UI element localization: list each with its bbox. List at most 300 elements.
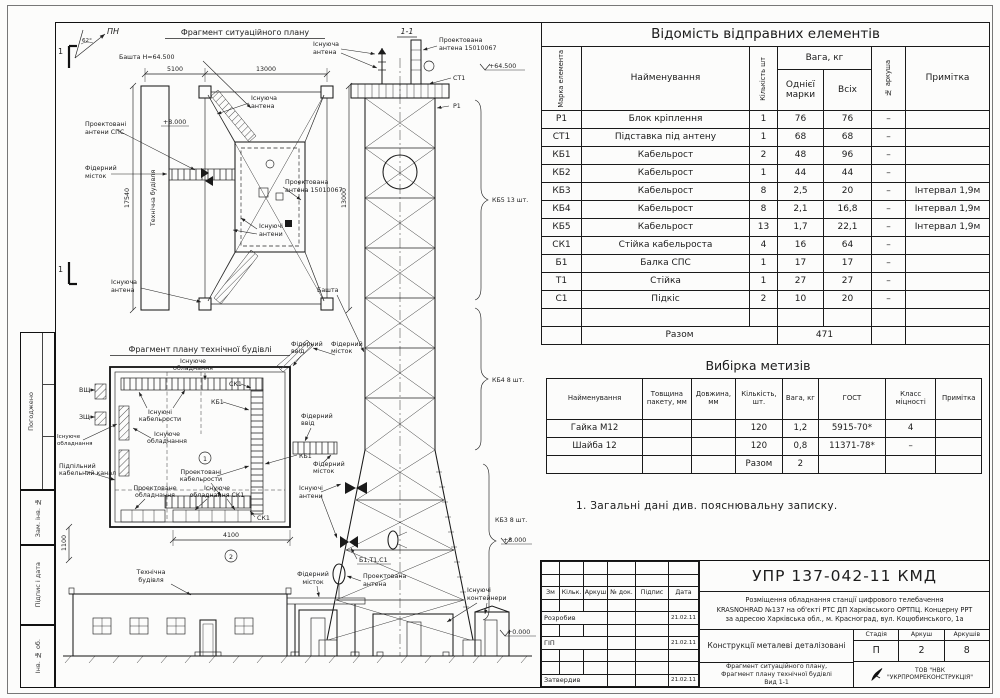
label-proj-antenna-2: Проектована: [363, 573, 407, 580]
cell-one: 44: [778, 165, 824, 183]
cell-name: Кабельрост: [582, 183, 750, 201]
grid-row: [542, 662, 699, 675]
cell-empty: [547, 456, 643, 474]
table-total-row: [542, 327, 990, 345]
label-proj-antennas-sps: антени СПС: [85, 129, 125, 136]
stamp-label: Підпис і дата: [33, 562, 42, 608]
label-existing-antenna: антена: [251, 103, 275, 110]
label-tech-building-elev: будівля: [138, 577, 164, 584]
label-proj-equipment: Проектоване: [133, 485, 177, 492]
label-fider-bridge-l: Фідерний: [313, 461, 345, 468]
grid-row: [542, 562, 699, 575]
label-fider-bridge-elev: місток: [302, 579, 324, 586]
stamp-label: Зам. інв. №: [33, 497, 42, 538]
label-proj-antenna-2: антена: [363, 581, 387, 588]
cell-note: Інтервал 1,9м: [906, 201, 990, 219]
side-stamp-inv-no: [20, 625, 55, 688]
label-elev-0000: +0.000: [507, 629, 531, 636]
cell-one: 68: [778, 129, 824, 147]
table-row: [542, 111, 990, 129]
label-containers: Існуючі: [467, 587, 491, 594]
metiz-table-title: Вибірка метизів: [705, 358, 811, 373]
cell-qty: 1: [750, 129, 778, 147]
cell-mark: СК1: [542, 237, 582, 255]
side-stamp-approved: [20, 332, 55, 490]
cell-qty: 8: [750, 201, 778, 219]
cell-all: 64: [824, 237, 872, 255]
cell-all: 16,8: [824, 201, 872, 219]
label-exist-cableracks: Існуючі: [148, 409, 172, 416]
cell-one: 2,5: [778, 183, 824, 201]
grid-row-role: [542, 612, 699, 625]
sheet-title-line: Фрагмент плану технічної будівлі: [721, 670, 832, 678]
cell-qty: 1: [750, 111, 778, 129]
dim-1100: [61, 524, 72, 563]
cell-sheet: –: [872, 183, 906, 201]
label-proj-antenna: антена 15010067: [285, 187, 343, 194]
cell-mark: КБ4: [542, 201, 582, 219]
cell-empty: [819, 456, 886, 474]
label-proj-antenna-top: антена 15010067: [439, 45, 497, 52]
table-row: [542, 165, 990, 183]
grid-row: [542, 649, 699, 662]
cell-name: Стійка: [582, 273, 750, 291]
sheet-header: Аркуш: [899, 630, 944, 641]
table-total-row: [547, 456, 982, 474]
label-sk1-b: СК1: [257, 515, 270, 522]
cell-len: [691, 420, 736, 438]
sheets-header: Аркушів: [945, 630, 989, 641]
cell-qty: 1: [750, 165, 778, 183]
cell-name: Кабельрост: [582, 201, 750, 219]
cell-empty: [542, 327, 582, 345]
cell-sheet: –: [872, 291, 906, 309]
tower-footprint: [199, 86, 333, 310]
angle-label: 62°: [82, 38, 92, 44]
col-header-name2: Найменування: [547, 379, 643, 420]
table-row: [542, 201, 990, 219]
north-arrow: [75, 27, 119, 58]
cell-one: 48: [778, 147, 824, 165]
table-row: [547, 420, 982, 438]
col-doc: № док.: [608, 587, 636, 600]
cell-note: Інтервал 1,9м: [906, 183, 990, 201]
brace-kb5: [475, 100, 528, 300]
table-row: [542, 237, 990, 255]
cell-sheet: –: [872, 237, 906, 255]
cell-weight: 1,2: [782, 420, 818, 438]
label-underfloor-channel: кабельний канал: [59, 470, 117, 477]
dim-top: [142, 66, 330, 82]
grid-row-role: [542, 674, 699, 687]
grid-row-headers: [542, 587, 699, 600]
col-kilk: Кільк.: [560, 587, 584, 600]
cell-sheet: –: [872, 201, 906, 219]
stamp-divider: [42, 384, 54, 385]
cell-name: Блок кріплення: [582, 111, 750, 129]
cell-note: [906, 237, 990, 255]
cell-all: 68: [824, 129, 872, 147]
label-exist-equipment-sk1: обладнання СК1: [189, 492, 245, 499]
total-value: 471: [778, 327, 872, 345]
metiz-table: [546, 378, 982, 474]
role-developer: Розробив: [542, 612, 608, 625]
description-line: KRASNOHRAD №137 на об'єкті РТС ДП Харківського ОРТПЦ. Концерну РРТ: [716, 605, 973, 614]
cell-qty: 1: [750, 255, 778, 273]
date-gip: 21.02.11: [669, 637, 699, 650]
col-header-weight2: Вага, кг: [782, 379, 818, 420]
label-fider-bridge: Фідерний: [85, 165, 117, 172]
cell-one: 1,7: [778, 219, 824, 237]
cell-empty: [872, 327, 906, 345]
cell-note: [906, 129, 990, 147]
table-row: [542, 273, 990, 291]
drawing-area: [55, 22, 540, 688]
cell-mark: КБ1: [542, 147, 582, 165]
col-header-name: Найменування: [582, 47, 750, 111]
dim-13000-right: 13000: [341, 187, 348, 209]
label-elev-64500: +64.500: [489, 63, 517, 70]
col-header-weight: Вага, кг: [778, 47, 872, 70]
side-stamp-zam-inv: [20, 490, 55, 545]
label-existing-antenna-top: Існуюча: [313, 41, 340, 48]
fider-bridge-elev: [287, 598, 365, 604]
cell-note: [936, 438, 982, 456]
cell-mark: Т1: [542, 273, 582, 291]
sitplan-title: Фрагмент ситуаційного плану: [180, 28, 310, 37]
description-line: за адресою Харківська обл., м. Красноград, вул. Коцюбинського, 1а: [725, 615, 964, 624]
role-gip: ГІП: [542, 637, 608, 650]
col-arkush: Аркуш: [584, 587, 608, 600]
existing-antenna-top: [378, 48, 386, 84]
col-zm: Зм: [542, 587, 560, 600]
col-header-note2: Примітка: [936, 379, 982, 420]
label-proj-cableracks: Проектовані: [180, 469, 222, 476]
windows: [93, 618, 253, 634]
stamp-divider: [42, 436, 54, 437]
section-title: 1-1: [400, 27, 414, 36]
col-header-qty: Кількість шт: [750, 47, 778, 111]
cell-one: 16: [778, 237, 824, 255]
cell-qty: 2: [750, 291, 778, 309]
title-block: [540, 560, 990, 688]
cell-qty: 120: [736, 438, 783, 456]
label-exist-equipment-left: Існуюче: [57, 434, 81, 440]
date-developer: 21.02.11: [669, 612, 699, 625]
cell-all: 96: [824, 147, 872, 165]
cell-name: Кабельрост: [582, 219, 750, 237]
cell-mark: С1: [542, 291, 582, 309]
description-line: Розміщення обладнання станції цифрового телебачення: [745, 596, 944, 605]
dim-right: [341, 83, 352, 313]
total-value: 2: [782, 456, 818, 474]
cell-all: 44: [824, 165, 872, 183]
cell-name: Шайба 12: [547, 438, 643, 456]
label-kb1-b: КБ1: [299, 453, 312, 460]
label-tower: Башта: [317, 287, 339, 294]
sheets-value: 8: [945, 641, 989, 662]
door: [200, 620, 216, 656]
cell-sheet: –: [872, 147, 906, 165]
label-elev-8000-tower: +8.000: [503, 537, 527, 544]
cell-empty: [872, 309, 906, 327]
label-st1: СТ1: [453, 75, 466, 82]
grid-row-role: [542, 637, 699, 650]
cell-empty: [936, 456, 982, 474]
cell-sheet: –: [872, 255, 906, 273]
section-mark-top: [58, 46, 77, 68]
label-fider-bridge-l: місток: [313, 468, 335, 475]
label-tech-building-elev: Технічна: [136, 569, 166, 576]
stamp-divider: [42, 333, 43, 489]
cell-gost: 11371-78*: [819, 438, 886, 456]
sheet-title-line: Вид 1-1: [764, 678, 789, 686]
stage-value: П: [854, 641, 899, 662]
company-logo: [870, 667, 883, 681]
sheet-content-title: [700, 663, 853, 687]
tower-height-label: Башта Н=64.500: [119, 54, 175, 61]
cell-name: Підставка під антену: [582, 129, 750, 147]
label-kb3: КБ3 8 шт.: [495, 517, 528, 524]
techplan-title: Фрагмент плану технічної будівлі: [128, 345, 272, 354]
cell-note: [906, 273, 990, 291]
cell-qty: 4: [750, 237, 778, 255]
cell-one: 17: [778, 255, 824, 273]
dim-17540: 17540: [124, 187, 131, 209]
cell-qty: 13: [750, 219, 778, 237]
project-description: [700, 592, 989, 629]
cell-empty: [691, 456, 736, 474]
cell-one: 76: [778, 111, 824, 129]
situational-plan: [85, 28, 352, 313]
label-exist-equipment-2: обладнання: [147, 438, 187, 445]
table1-title: Відомість відправних елементів: [542, 23, 990, 47]
col-header-qty2: Кількість, шт.: [736, 379, 783, 420]
cell-name: Балка СПС: [582, 255, 750, 273]
object-title: Конструкції металеві деталізовані: [700, 630, 853, 663]
label-existing-antenna: Існуюча: [251, 95, 278, 102]
label-fider-input: Фідерний: [291, 341, 323, 348]
shipping-elements-table: [541, 22, 990, 345]
stamp-label: Інв. № об.: [33, 639, 42, 674]
col-header-len: Довжина, мм: [691, 379, 736, 420]
table-row: [542, 255, 990, 273]
cell-all: 20: [824, 291, 872, 309]
tech-building-plan-fragment: [57, 287, 364, 563]
company-line: ТОВ "НВК: [914, 666, 946, 674]
label-proj-antenna: Проектована: [285, 179, 329, 186]
table-row: [542, 219, 990, 237]
cell-mark: Б1: [542, 255, 582, 273]
object-title-area: [700, 630, 854, 687]
cell-note: [906, 147, 990, 165]
right-column: [540, 22, 990, 688]
cell-all: 27: [824, 273, 872, 291]
callout-1: 1: [202, 456, 208, 463]
label-fider-bridge-u: Фідерний: [331, 341, 363, 348]
cell-note: [936, 420, 982, 438]
dim-4100: [170, 530, 293, 546]
tech-building-label: Технічна будівля: [150, 169, 157, 227]
cell-class: –: [885, 438, 936, 456]
table-row: [547, 438, 982, 456]
title-block-revision-grid: [541, 561, 699, 687]
label-vshch: ВЩ: [79, 387, 91, 394]
cell-sheet: –: [872, 165, 906, 183]
side-stamp-sign-date: [20, 545, 55, 625]
dim-1100-text: 1100: [61, 534, 68, 552]
cell-qty: 1: [750, 273, 778, 291]
tower-bottom-labels: [299, 484, 536, 636]
cell-gost: 5915-70*: [819, 420, 886, 438]
north-label: ПН: [107, 27, 120, 36]
cell-one: 10: [778, 291, 824, 309]
cell-note: [906, 165, 990, 183]
label-fider-bridge-u: місток: [331, 348, 353, 355]
label-existing-antenna-top: антена: [313, 49, 337, 56]
cell-mark: Р1: [542, 111, 582, 129]
label-exist-equipment-2: Існуюче: [153, 431, 181, 438]
label-proj-equipment: обладнання: [135, 492, 175, 499]
col-header-pack: Товщина пакету, мм: [643, 379, 692, 420]
col-header-weight-one: Однієї марки: [778, 70, 824, 111]
label-exist-equipment: Існуюче: [179, 358, 207, 365]
col-header-note: Примітка: [906, 47, 990, 111]
label-kb1: КБ1: [211, 399, 224, 406]
cell-qty: 8: [750, 183, 778, 201]
dim-5100: 5100: [166, 66, 184, 73]
cell-qty: 120: [736, 420, 783, 438]
fider-strip-1: [211, 90, 256, 142]
label-existing-antennas-tower: антени: [299, 493, 323, 500]
col-header-class: Класс міцності: [885, 379, 936, 420]
cell-sheet: –: [872, 219, 906, 237]
label-zshch: ЗЩ: [79, 414, 90, 421]
label-containers: контейнери: [467, 595, 507, 602]
col-header-weight-all: Всіх: [824, 70, 872, 111]
date-approver: 21.02.11: [669, 674, 699, 687]
label-fider-input: ввід: [291, 348, 305, 355]
stage-grid: [854, 630, 989, 687]
cell-sheet: –: [872, 129, 906, 147]
section-mark-bottom: [58, 262, 77, 284]
total-label: Разом: [736, 456, 783, 474]
role-approver: Затвердив: [542, 674, 608, 687]
label-exist-equipment: обладнання: [173, 365, 213, 372]
cell-empty: [750, 309, 778, 327]
grid-row: [542, 599, 699, 612]
sheet-title-line: Фрагмент ситуаційного плану,: [725, 662, 828, 670]
cell-note: [906, 111, 990, 129]
label-fider-input-l: ввід: [301, 420, 315, 427]
cell-all: 17: [824, 255, 872, 273]
label-fider-bridge: місток: [85, 173, 107, 180]
cell-empty: [824, 309, 872, 327]
label-fider-bridge-elev: Фідерний: [297, 571, 329, 578]
cell-all: 22,1: [824, 219, 872, 237]
cell-all: 76: [824, 111, 872, 129]
cell-empty: [885, 456, 936, 474]
label-proj-antenna-top: Проектована: [439, 37, 483, 44]
cell-empty: [643, 456, 692, 474]
sheet-value: 2: [899, 641, 944, 662]
cell-mark: КБ3: [542, 183, 582, 201]
cell-name: Гайка М12: [547, 420, 643, 438]
cell-empty: [906, 309, 990, 327]
cell-empty: [906, 327, 990, 345]
section-number: 1: [58, 265, 64, 274]
grid-row: [542, 574, 699, 587]
cell-all: 20: [824, 183, 872, 201]
label-exist-cableracks: кабельрости: [138, 416, 182, 423]
cell-empty: [542, 309, 582, 327]
col-header-sheet: № аркуша: [872, 47, 906, 111]
cell-one: 27: [778, 273, 824, 291]
cell-name: Стійка кабельроста: [582, 237, 750, 255]
cell-note: [906, 291, 990, 309]
grid-row: [542, 624, 699, 637]
cell-name: Підкіс: [582, 291, 750, 309]
panel-antenna: [388, 531, 398, 549]
label-fider-input-l: Фідерний: [301, 413, 333, 420]
label-b1t1c1: Б1,Т1,С1: [359, 557, 388, 564]
section-number: 1: [58, 47, 64, 56]
col-date: Дата: [669, 587, 699, 600]
label-proj-cableracks: кабельрости: [179, 476, 223, 483]
document-number: УПР 137-042-11 КМД: [700, 561, 989, 592]
company-name: [887, 667, 973, 683]
cell-name: Кабельрост: [582, 147, 750, 165]
cell-one: 2,1: [778, 201, 824, 219]
table-row: [542, 147, 990, 165]
col-header-gost: ГОСТ: [819, 379, 886, 420]
label-proj-antennas-sps: Проектовані: [85, 121, 127, 128]
cell-empty: [778, 309, 824, 327]
col-header-mark: Марка елемента: [542, 47, 582, 111]
label-existing-antennas: антени: [259, 231, 283, 238]
cell-name: Кабельрост: [582, 165, 750, 183]
projected-antenna-top: [411, 40, 434, 84]
cell-sheet: –: [872, 111, 906, 129]
stamp-label: Погоджено: [26, 391, 35, 431]
table-row: [542, 183, 990, 201]
general-note: 1. Загальні дані див. пояснювальну записку.: [576, 500, 838, 512]
cell-mark: КБ2: [542, 165, 582, 183]
col-sign: Підпис: [636, 587, 669, 600]
cell-mark: КБ5: [542, 219, 582, 237]
cell-note: [906, 255, 990, 273]
cell-pack: [643, 438, 692, 456]
label-sk1: СК1: [229, 381, 242, 388]
dim-4100-text: 4100: [222, 532, 240, 539]
label-existing-antennas: Існуючі: [259, 223, 283, 230]
label-kb5: КБ5 13 шт.: [492, 197, 529, 204]
stage-header: Стадія: [854, 630, 899, 641]
callout-2: 2: [228, 554, 234, 561]
label-underfloor-channel: Підпільний: [59, 463, 96, 470]
label-existing-antenna-2: антена: [111, 287, 135, 294]
ground-hatch: [65, 656, 527, 663]
label-exist-equipment-sk1: Існуюче: [203, 485, 231, 492]
label-r1: Р1: [453, 103, 461, 110]
label-existing-antenna-2: Існуюча: [111, 279, 138, 286]
cell-pack: [643, 420, 692, 438]
label-existing-antennas-tower: Існуючі: [299, 485, 323, 492]
label-elev-8000: +8.000: [163, 119, 187, 126]
title-block-right: [699, 561, 989, 687]
label-exist-equipment-left: обладнання: [57, 441, 93, 447]
dim-13000: 13000: [255, 66, 277, 73]
